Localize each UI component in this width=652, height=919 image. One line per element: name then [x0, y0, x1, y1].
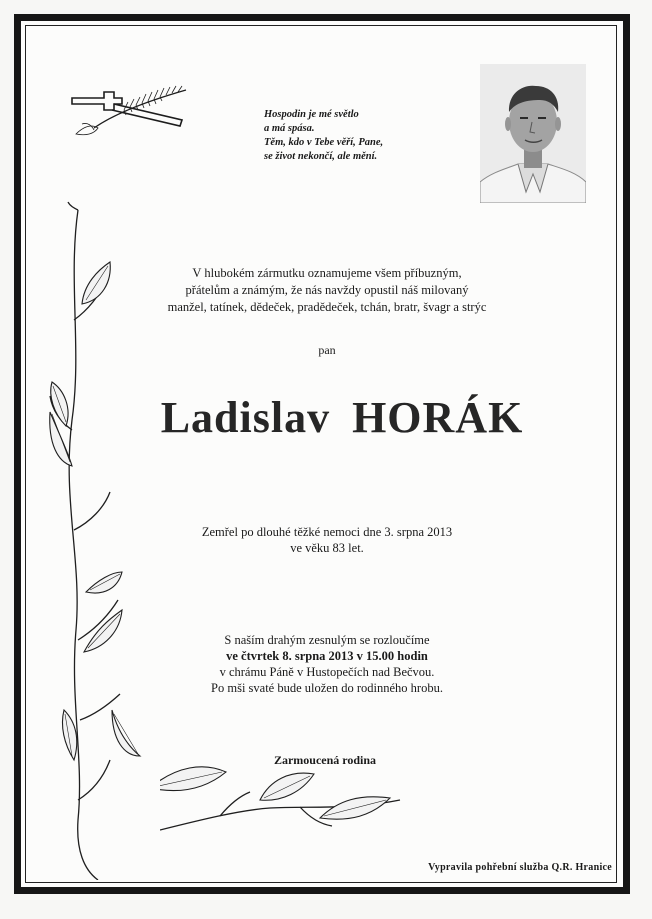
verse-line: Těm, kdo v Tebe věří, Pane,	[264, 137, 384, 148]
bible-verse	[264, 108, 464, 164]
announcement-line: V hlubokém zármutku oznamujeme všem příbuzným,	[192, 266, 462, 280]
family-signature: Zarmoucená rodina	[273, 753, 377, 767]
cross-with-palm-icon	[64, 84, 194, 151]
funeral-line: S naším drahým zesnulým se rozloučíme	[224, 633, 430, 647]
funeral-details	[170, 632, 484, 696]
leaf-ornament-bottom	[160, 760, 420, 855]
death-line: Zemřel po dlouhé těžké nemoci dne 3. srpna 2013	[201, 525, 453, 539]
funeral-place: v chrámu Páně v Hustopečích nad Bečvou.	[219, 665, 435, 679]
last-name: HORÁK	[352, 393, 524, 442]
announcement-line: přátelům a známým, že nás navždy opustil náš milovaný	[185, 283, 469, 297]
announcement-line: manžel, tatínek, dědeček, pradědeček, tchán, bratr, švagr a strýc	[167, 300, 487, 314]
death-line: ve věku 83 let.	[290, 541, 364, 555]
first-name: Ladislav	[160, 393, 331, 442]
funeral-service-credit: Vypravila pohřební služba Q.R. Hranice	[428, 862, 612, 873]
funeral-date-time: ve čtvrtek 8. srpna 2013 v 15.00 hodin	[226, 649, 428, 663]
portrait-photo	[480, 64, 586, 203]
announcement-text	[110, 265, 544, 316]
deceased-name	[110, 392, 574, 443]
death-details	[170, 524, 484, 556]
title-word: pan	[318, 343, 336, 357]
verse-line: Hospodin je mé světlo	[264, 109, 359, 120]
verse-line: se život nekončí, ale mění.	[264, 151, 378, 162]
funeral-burial: Po mši svaté bude uložen do rodinného hrobu.	[211, 681, 443, 695]
verse-line: a má spása.	[264, 123, 315, 134]
